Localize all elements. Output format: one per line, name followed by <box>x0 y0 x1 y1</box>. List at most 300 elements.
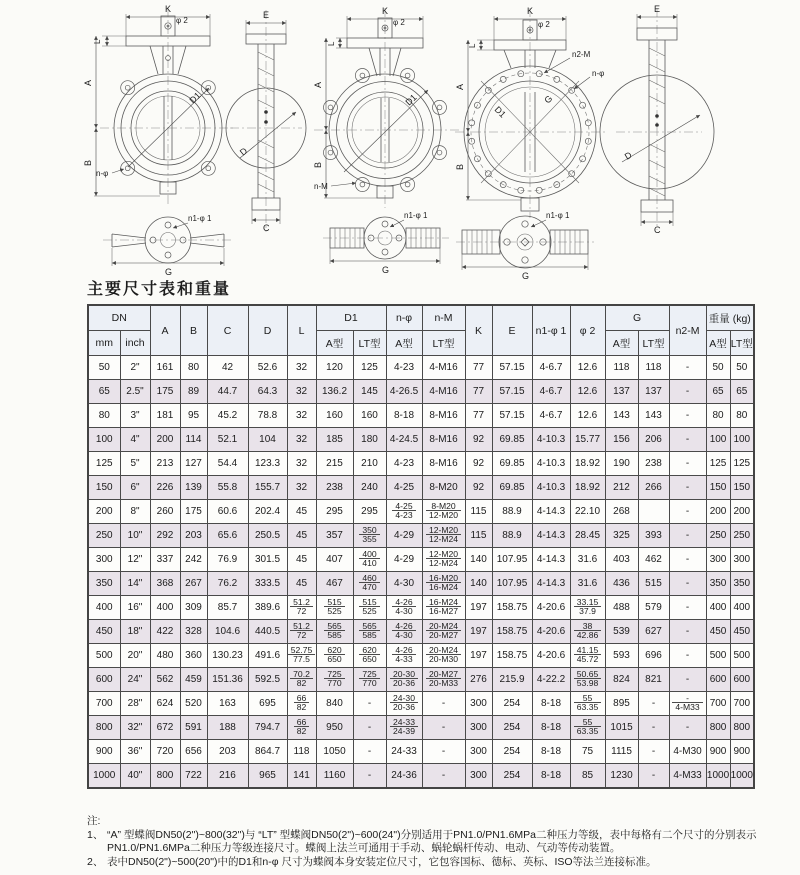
cell: 100 <box>706 428 730 452</box>
valve-drawings <box>0 0 800 292</box>
cell: 15.77 <box>570 428 605 452</box>
table-title: 主要尺寸表和重量 <box>87 281 232 298</box>
header-cell: A型 <box>386 331 422 356</box>
cell: 22.10 <box>570 500 605 524</box>
cell: 57.15 <box>492 404 532 428</box>
stacked-value: $\frac{725}{770}$ <box>359 670 379 689</box>
table-row <box>88 380 754 404</box>
dim-label-phi2: φ 2 <box>393 18 405 27</box>
cell: 136.2 <box>316 380 353 404</box>
cell: - <box>669 524 706 548</box>
dim-label-B: B <box>455 163 465 170</box>
cell: 161 <box>150 356 180 380</box>
stacked-value: $\frac{4-26}{4-30}$ <box>392 598 415 617</box>
cell: 368 <box>150 572 180 596</box>
cell: 107.95 <box>492 572 532 596</box>
cell: 77 <box>465 380 492 404</box>
cell: 4-M30 <box>669 740 706 764</box>
cell: 333.5 <box>248 572 287 596</box>
cell: 300 <box>88 548 120 572</box>
header-cell: A <box>150 305 180 356</box>
cell: 1015 <box>605 716 638 740</box>
cell: 32 <box>287 404 316 428</box>
dim-label-G: G <box>165 267 173 277</box>
cell <box>422 572 465 596</box>
cell: 226 <box>150 476 180 500</box>
cell: 127 <box>180 452 207 476</box>
cell: 393 <box>638 524 669 548</box>
cell: 18.92 <box>570 476 605 500</box>
dim-label-A: A <box>313 81 323 88</box>
header-cell: φ 2 <box>570 305 605 356</box>
cell: 1115 <box>605 740 638 764</box>
cell <box>422 500 465 524</box>
cell: 118 <box>287 740 316 764</box>
dim-label-L: L <box>93 39 102 44</box>
cell: 180 <box>353 428 386 452</box>
cell: 4-14.3 <box>532 500 570 524</box>
cell: 250 <box>706 524 730 548</box>
stacked-value: $\frac{55}{63.35}$ <box>574 718 602 737</box>
cell: 440.5 <box>248 620 287 644</box>
cell: 150 <box>88 476 120 500</box>
cell: 57.15 <box>492 380 532 404</box>
cell: 200 <box>730 500 754 524</box>
cell <box>386 500 422 524</box>
cell: 8-18 <box>386 404 422 428</box>
cell <box>422 596 465 620</box>
cell: 188 <box>207 716 248 740</box>
cell: - <box>353 716 386 740</box>
header-cell: D1 <box>316 305 386 331</box>
notes-label: 注: <box>87 815 101 827</box>
cell: - <box>353 692 386 716</box>
cell: 69.85 <box>492 476 532 500</box>
cell: 4-6.7 <box>532 404 570 428</box>
cell: 695 <box>248 692 287 716</box>
cell: 700 <box>88 692 120 716</box>
cell: 700 <box>730 692 754 716</box>
dim-label-D1: D1 <box>492 104 508 120</box>
cell: 4-6.7 <box>532 356 570 380</box>
cell: 357 <box>316 524 353 548</box>
cell <box>386 716 422 740</box>
cell: 100 <box>88 428 120 452</box>
cell: 45 <box>287 548 316 572</box>
cell: 400 <box>706 596 730 620</box>
cell: 125 <box>706 452 730 476</box>
cell: 1000 <box>706 764 730 789</box>
cell: - <box>638 692 669 716</box>
cell: 181 <box>150 404 180 428</box>
cell: 4-6.7 <box>532 380 570 404</box>
cell: 450 <box>730 620 754 644</box>
cell: 141 <box>287 764 316 789</box>
cell: 292 <box>150 524 180 548</box>
cell: 794.7 <box>248 716 287 740</box>
cell: - <box>669 572 706 596</box>
table-row <box>88 668 754 692</box>
stacked-value: $\frac{515}{525}$ <box>324 598 344 617</box>
cell: 125 <box>730 452 754 476</box>
table-row <box>88 572 754 596</box>
cell: 76.9 <box>207 548 248 572</box>
cell: 562 <box>150 668 180 692</box>
table-row <box>88 764 754 789</box>
cell <box>570 620 605 644</box>
cell <box>287 716 316 740</box>
dim-label-n2-M: n2-M <box>572 50 591 59</box>
cell: 88.9 <box>492 524 532 548</box>
cell: 175 <box>180 500 207 524</box>
stacked-value: $\frac{16-M24}{16-M27}$ <box>426 598 461 617</box>
cell: 36" <box>120 740 150 764</box>
cell: 42 <box>207 356 248 380</box>
cell: 107.95 <box>492 548 532 572</box>
header-cell: A型 <box>706 331 730 356</box>
stacked-value: $\frac{55}{63.35}$ <box>574 694 602 713</box>
table-row <box>88 500 754 524</box>
cell: 200 <box>706 500 730 524</box>
cell: 488 <box>605 596 638 620</box>
dim-label-n-phi: n-φ <box>592 69 605 78</box>
cell: 4-26.5 <box>386 380 422 404</box>
cell: 118 <box>638 356 669 380</box>
cell: 400 <box>150 596 180 620</box>
cell: 206 <box>638 428 669 452</box>
cell: 403 <box>605 548 638 572</box>
cell: 4-30 <box>386 572 422 596</box>
cell: 520 <box>180 692 207 716</box>
header-cell: G <box>605 305 669 331</box>
dim-label-B: B <box>83 159 93 166</box>
cell: 16" <box>120 596 150 620</box>
stacked-value: $\frac{725}{770}$ <box>324 670 344 689</box>
stacked-value: $\frac{24-33}{24-39}$ <box>390 718 418 737</box>
cell: 45 <box>287 572 316 596</box>
cell: 125 <box>353 356 386 380</box>
cell: - <box>669 596 706 620</box>
table-row <box>88 428 754 452</box>
cell: 80 <box>180 356 207 380</box>
cell: 656 <box>180 740 207 764</box>
cell: 696 <box>638 644 669 668</box>
cell: - <box>422 692 465 716</box>
cell: 900 <box>88 740 120 764</box>
cell: 92 <box>465 452 492 476</box>
table-row <box>88 356 754 380</box>
cell: 24" <box>120 668 150 692</box>
cell: 32 <box>287 380 316 404</box>
cell: 459 <box>180 668 207 692</box>
cell: 50 <box>706 356 730 380</box>
cell: 8" <box>120 500 150 524</box>
dim-label-n1-phi1: n1-φ 1 <box>546 211 570 220</box>
dim-label-A: A <box>83 79 93 86</box>
cell: 400 <box>730 596 754 620</box>
table-row <box>88 524 754 548</box>
cell: 624 <box>150 692 180 716</box>
cell: - <box>353 764 386 789</box>
stacked-value: $\frac{20-30}{20-36}$ <box>390 670 418 689</box>
dim-label-G: G <box>382 265 390 275</box>
cell: 118 <box>605 356 638 380</box>
cell: 301.5 <box>248 548 287 572</box>
cell <box>287 692 316 716</box>
header-cell: 重量 (kg) <box>706 305 754 331</box>
cell: 300 <box>465 692 492 716</box>
stacked-value: $\frac{565}{585}$ <box>324 622 344 641</box>
cell: 800 <box>730 716 754 740</box>
note-number: 2、 <box>87 855 104 868</box>
stacked-value: $\frac{400}{410}$ <box>359 550 379 569</box>
dim-label-n-phi: n-φ <box>96 169 109 178</box>
header-cell: A型 <box>316 331 353 356</box>
cell: 114 <box>180 428 207 452</box>
cell: 260 <box>150 500 180 524</box>
cell: - <box>669 476 706 500</box>
cell: 720 <box>150 740 180 764</box>
cell: - <box>669 716 706 740</box>
cell: 125 <box>88 452 120 476</box>
cell: 250.5 <box>248 524 287 548</box>
dim-label-n-M: n-M <box>314 182 328 191</box>
cell: 115 <box>465 500 492 524</box>
cell: 8-18 <box>532 764 570 789</box>
cell: 300 <box>706 548 730 572</box>
cell <box>316 668 353 692</box>
dim-label-D: D <box>622 149 634 162</box>
header-cell: DN <box>88 305 150 331</box>
stacked-value: $\frac{20-M24}{20-M27}$ <box>426 622 461 641</box>
cell: 254 <box>492 740 532 764</box>
cell: 44.7 <box>207 380 248 404</box>
cell: 65 <box>88 380 120 404</box>
header-cell: D <box>248 305 287 356</box>
cell: 800 <box>150 764 180 789</box>
front-view-lug <box>313 6 460 208</box>
stacked-value: $\frac{620}{650}$ <box>324 646 344 665</box>
cell: 4-25 <box>386 476 422 500</box>
cell: 24-36 <box>386 764 422 789</box>
cell: 300 <box>465 716 492 740</box>
dim-label-A: A <box>455 83 465 90</box>
cell: 824 <box>605 668 638 692</box>
cell <box>386 692 422 716</box>
cell: 14" <box>120 572 150 596</box>
cell: 4-29 <box>386 524 422 548</box>
cell: 104 <box>248 428 287 452</box>
cell: 77 <box>465 404 492 428</box>
header-cell: LT型 <box>730 331 754 356</box>
cell: 254 <box>492 692 532 716</box>
cell <box>287 620 316 644</box>
cell: 895 <box>605 692 638 716</box>
cell: 266 <box>638 476 669 500</box>
cell: 55.8 <box>207 476 248 500</box>
cell: 407 <box>316 548 353 572</box>
header-cell: K <box>465 305 492 356</box>
cell: 462 <box>638 548 669 572</box>
cell: 45 <box>287 500 316 524</box>
note-number: 1、 <box>87 828 104 841</box>
stacked-value: $\frac{66}{82}$ <box>294 694 310 713</box>
cell: 515 <box>638 572 669 596</box>
cell <box>422 644 465 668</box>
stacked-value: $\frac{41.15}{45.72}$ <box>574 646 602 665</box>
dim-label-D1: D1 <box>403 92 419 108</box>
stacked-value: $\frac{70.2}{82}$ <box>290 670 313 689</box>
cell: - <box>669 452 706 476</box>
cell: 328 <box>180 620 207 644</box>
cell: - <box>669 668 706 692</box>
bottom-view-lug <box>323 211 449 275</box>
cell: 202.4 <box>248 500 287 524</box>
cell <box>422 524 465 548</box>
cell: 600 <box>88 668 120 692</box>
cell: 400 <box>88 596 120 620</box>
cell: - <box>422 740 465 764</box>
cell: 143 <box>605 404 638 428</box>
cell: 151.36 <box>207 668 248 692</box>
stacked-value: $\frac{20-M27}{20-M33}$ <box>426 670 461 689</box>
stacked-value: $\frac{52.75}{77.5}$ <box>288 646 316 665</box>
cell: 295 <box>353 500 386 524</box>
cell: 4-29 <box>386 548 422 572</box>
cell: 137 <box>605 380 638 404</box>
cell: 491.6 <box>248 644 287 668</box>
stacked-value: $\frac{51.2}{72}$ <box>290 622 313 641</box>
stacked-value: $\frac{4-26}{4-30}$ <box>392 622 415 641</box>
cell: 592.5 <box>248 668 287 692</box>
cell: 900 <box>730 740 754 764</box>
cell: - <box>669 404 706 428</box>
cell: - <box>638 716 669 740</box>
cell: 295 <box>316 500 353 524</box>
dim-label-C: C <box>263 223 270 233</box>
cell: - <box>638 740 669 764</box>
cell: 163 <box>207 692 248 716</box>
cell: 80 <box>706 404 730 428</box>
cell: 8-M16 <box>422 404 465 428</box>
notes <box>87 815 793 870</box>
cell <box>386 620 422 644</box>
dim-label-phi2: φ 2 <box>538 20 550 29</box>
cell: 8-18 <box>532 740 570 764</box>
dim-label-G: G <box>542 93 555 106</box>
cell: 85 <box>570 764 605 789</box>
cell: 80 <box>88 404 120 428</box>
stacked-value: $\frac{20-M24}{20-M30}$ <box>426 646 461 665</box>
stacked-value: $\frac{4-26}{4-33}$ <box>392 646 415 665</box>
note-item <box>87 856 793 870</box>
cell <box>287 596 316 620</box>
table-row <box>88 548 754 572</box>
cell: 45.2 <box>207 404 248 428</box>
cell: - <box>669 548 706 572</box>
cell: 139 <box>180 476 207 500</box>
cell: 213 <box>150 452 180 476</box>
cell <box>287 644 316 668</box>
cell: 600 <box>730 668 754 692</box>
cell: 210 <box>353 452 386 476</box>
cell: 197 <box>465 644 492 668</box>
cell <box>386 644 422 668</box>
cell: 1000 <box>730 764 754 789</box>
cell: 20" <box>120 644 150 668</box>
cell: 76.2 <box>207 572 248 596</box>
cell: 12.6 <box>570 404 605 428</box>
cell: 156 <box>605 428 638 452</box>
cell: 143 <box>638 404 669 428</box>
header-cell: A型 <box>605 331 638 356</box>
cell: 80 <box>730 404 754 428</box>
cell: 88.9 <box>492 500 532 524</box>
cell: 4-23 <box>386 356 422 380</box>
cell: 32 <box>287 476 316 500</box>
cell: 8-18 <box>532 716 570 740</box>
cell: 267 <box>180 572 207 596</box>
cell: 2" <box>120 356 150 380</box>
cell: - <box>422 764 465 789</box>
side-section-small <box>226 10 306 233</box>
cell: 500 <box>88 644 120 668</box>
cell: 840 <box>316 692 353 716</box>
cell: 12.6 <box>570 380 605 404</box>
cell: 600 <box>706 668 730 692</box>
cell: 467 <box>316 572 353 596</box>
cell: - <box>353 740 386 764</box>
cell: 360 <box>180 644 207 668</box>
dim-label-n1-phi1: n1-φ 1 <box>404 211 428 220</box>
cell: 28" <box>120 692 150 716</box>
stacked-value: $\frac{460}{470}$ <box>359 574 379 593</box>
cell <box>353 668 386 692</box>
cell: 1160 <box>316 764 353 789</box>
cell: 92 <box>465 476 492 500</box>
cell: 276 <box>465 668 492 692</box>
cell: 150 <box>706 476 730 500</box>
side-section-large <box>600 4 714 235</box>
cell: 539 <box>605 620 638 644</box>
stacked-value: $\frac{33.15}{37.9}$ <box>574 598 602 617</box>
cell: 92 <box>465 428 492 452</box>
table-row <box>88 620 754 644</box>
cell: 1000 <box>88 764 120 789</box>
cell: 12.6 <box>570 356 605 380</box>
cell: 28.45 <box>570 524 605 548</box>
cell: 4-M33 <box>669 764 706 789</box>
cell: 4-24.5 <box>386 428 422 452</box>
cell: 158.75 <box>492 620 532 644</box>
cell: 242 <box>180 548 207 572</box>
cell: 950 <box>316 716 353 740</box>
cell: 120 <box>316 356 353 380</box>
cell: 69.85 <box>492 428 532 452</box>
stacked-value: $\frac{24-30}{20-36}$ <box>390 694 418 713</box>
cell: 4-10.3 <box>532 428 570 452</box>
cell: 4-20.6 <box>532 644 570 668</box>
table-row <box>88 596 754 620</box>
stacked-value: - 4-M33 <box>672 694 702 713</box>
dim-label-n1-phi1: n1-φ 1 <box>188 214 212 223</box>
cell: 160 <box>316 404 353 428</box>
header-cell: L <box>287 305 316 356</box>
table-row <box>88 716 754 740</box>
front-view-flanged <box>455 6 605 218</box>
cell: 203 <box>180 524 207 548</box>
dim-label-G: G <box>522 271 530 281</box>
